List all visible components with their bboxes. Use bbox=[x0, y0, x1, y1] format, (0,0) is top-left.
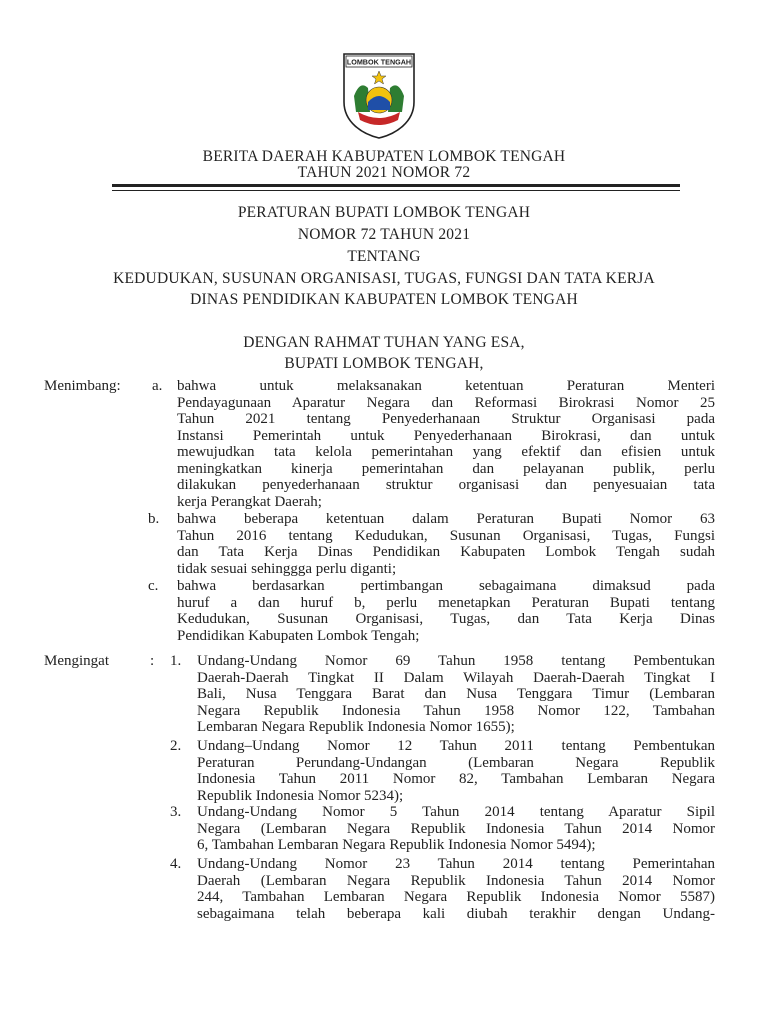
text-line: dilakukan penyederhanaan struktur organisasi dan penyesuaian tata bbox=[177, 477, 715, 493]
gazette-title: BERITA DAERAH KABUPATEN LOMBOK TENGAH bbox=[202, 148, 566, 165]
mengingat-colon: : bbox=[150, 653, 155, 669]
menimbang-item-a bbox=[177, 378, 715, 510]
regulation-subject-line2: DINAS PENDIDIKAN KABUPATEN LOMBOK TENGAH bbox=[190, 291, 578, 308]
text-line: meningkatkan kinerja pemerintahan dan pelayanan publik, perlu bbox=[177, 460, 715, 477]
menimbang-item-b bbox=[177, 511, 715, 577]
header-rule-thin bbox=[112, 190, 680, 191]
text-line: Daerah-Daerah Tingkat II Dalam Wilayah Daerah-Daerah Tingkat I bbox=[197, 669, 715, 686]
mengingat-marker-4: 4. bbox=[170, 856, 182, 872]
mengingat-item-4 bbox=[197, 856, 715, 922]
mengingat-item-2 bbox=[197, 738, 715, 804]
text-line: Peraturan Perundang-Undangan (Lembaran Negara Republik bbox=[197, 754, 715, 771]
text-line: Undang–Undang Nomor 12 Tahun 2011 tentang Pembentukan bbox=[197, 738, 715, 754]
menimbang-label: Menimbang: bbox=[44, 378, 121, 394]
text-line: Instansi Pemerintah untuk Penyederhanaan Birokrasi, dan untuk bbox=[177, 427, 715, 444]
menimbang-item-c bbox=[177, 578, 715, 644]
regulation-number: NOMOR 72 TAHUN 2021 bbox=[297, 226, 471, 243]
text-line: Tahun 2021 tentang Penyederhanaan Struktur Organisasi pada bbox=[177, 411, 715, 427]
text-line: Undang-Undang Nomor 69 Tahun 1958 tentang Pembentukan bbox=[197, 653, 715, 669]
regulation-title: PERATURAN BUPATI LOMBOK TENGAH bbox=[237, 204, 531, 221]
text-line: Negara (Lembaran Negara Republik Indonesia Tahun 2014 Nomor bbox=[197, 820, 715, 837]
text-line: bahwa beberapa ketentuan dalam Peraturan Bupati Nomor 63 bbox=[177, 511, 715, 527]
text-line: Pendidikan Kabupaten Lombok Tengah; bbox=[177, 627, 420, 644]
text-line: Undang-Undang Nomor 23 Tahun 2014 tentang Pemerintahan bbox=[197, 856, 715, 872]
text-line: Kedudukan, Susunan Organisasi, Tugas, dan Tata Kerja Dinas bbox=[177, 611, 715, 627]
text-line: tidak sesuai sehinggga perlu diganti; bbox=[177, 560, 397, 577]
text-line: 244, Tambahan Lembaran Negara Republik Indonesia Nomor 5587) bbox=[197, 889, 715, 905]
text-line: Bali, Nusa Tenggara Barat dan Nusa Tenggara Timur (Lembaran bbox=[197, 686, 715, 702]
menimbang-marker-c: c. bbox=[148, 578, 159, 594]
mengingat-item-3 bbox=[197, 804, 715, 854]
regulation-subject-line1: KEDUDUKAN, SUSUNAN ORGANISASI, TUGAS, FUNGSI DAN TATA KERJA bbox=[113, 270, 655, 287]
text-line: Tahun 2016 tentang Kedudukan, Susunan Organisasi, Tugas, Fungsi bbox=[177, 527, 715, 544]
text-line: Republik Indonesia Nomor 5234); bbox=[197, 787, 404, 804]
text-line: Lembaran Negara Republik Indonesia Nomor 1655); bbox=[197, 719, 515, 735]
mengingat-marker-1: 1. bbox=[170, 653, 182, 669]
lombok-tengah-emblem bbox=[340, 50, 418, 140]
menimbang-marker-b: b. bbox=[148, 511, 160, 527]
preamble-line1: DENGAN RAHMAT TUHAN YANG ESA, bbox=[243, 334, 525, 351]
text-line: Pendayagunaan Aparatur Negara dan Reformasi Birokrasi Nomor 25 bbox=[177, 394, 715, 411]
mengingat-marker-3: 3. bbox=[170, 804, 182, 820]
text-line: 6, Tambahan Lembaran Negara Republik Indonesia Nomor 5494); bbox=[197, 837, 596, 853]
text-line: bahwa untuk melaksanakan ketentuan Peraturan Menteri bbox=[177, 378, 715, 394]
text-line: Daerah (Lembaran Negara Republik Indonesia Tahun 2014 Nomor bbox=[197, 872, 715, 889]
mengingat-item-1 bbox=[197, 653, 715, 736]
mengingat-label: Mengingat bbox=[44, 653, 109, 669]
text-line: Negara Republik Indonesia Tahun 1958 Nomor 122, Tambahan bbox=[197, 702, 715, 719]
text-line: bahwa berdasarkan pertimbangan sebagaimana dimaksud pada bbox=[177, 578, 715, 594]
text-line: mewujudkan tata kelola pemerintahan yang efektif dan efisien untuk bbox=[177, 444, 715, 460]
text-line: dan Tata Kerja Dinas Pendidikan Kabupaten Lombok Tengah sudah bbox=[177, 544, 715, 560]
text-line: huruf a dan huruf b, perlu menetapkan Peraturan Bupati tentang bbox=[177, 594, 715, 611]
preamble-line2: BUPATI LOMBOK TENGAH, bbox=[284, 355, 484, 372]
text-line: Indonesia Tahun 2011 Nomor 82, Tambahan Lembaran Negara bbox=[197, 771, 715, 787]
regulation-tentang: TENTANG bbox=[347, 248, 421, 265]
text-line: sebagaimana telah beberapa kali diubah terakhir dengan Undang- bbox=[197, 905, 715, 922]
header-rule-thick bbox=[112, 184, 680, 187]
mengingat-marker-2: 2. bbox=[170, 738, 182, 754]
emblem-text: LOMBOK TENGAH bbox=[346, 57, 412, 67]
gazette-number: TAHUN 2021 NOMOR 72 bbox=[297, 164, 471, 181]
text-line: kerja Perangkat Daerah; bbox=[177, 493, 322, 510]
menimbang-marker-a: a. bbox=[152, 378, 163, 394]
text-line: Undang-Undang Nomor 5 Tahun 2014 tentang Aparatur Sipil bbox=[197, 804, 715, 820]
